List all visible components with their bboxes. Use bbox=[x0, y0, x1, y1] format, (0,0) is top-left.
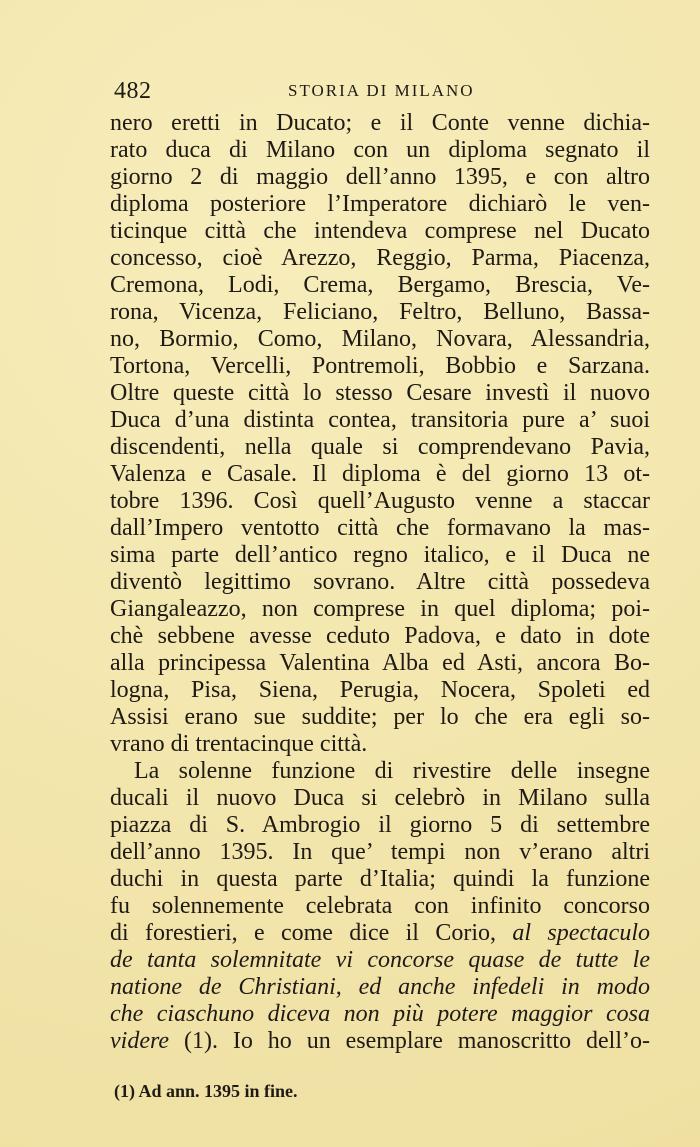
text-line: no, Bormio, Como, Milano, Novara, Alessandria, bbox=[110, 326, 650, 352]
text-line: Cremona, Lodi, Crema, Bergamo, Brescia, Ve- bbox=[110, 272, 650, 298]
text-line: rona, Vicenza, Feliciano, Feltro, Belluno, Bassa- bbox=[110, 299, 650, 325]
text-span: (1). Io ho un esemplare manoscritto dell’o- bbox=[169, 1028, 650, 1054]
text-line: dell’anno 1395. In que’ tempi non v’erano altri bbox=[110, 839, 650, 865]
italic-quote-line: che ciaschuno diceva non più potere maggior cosa bbox=[110, 1001, 650, 1027]
italic-quote-span: al spectaculo bbox=[512, 920, 650, 946]
text-line: dall’Impero ventotto città che formavano la mas- bbox=[110, 515, 650, 541]
text-line: logna, Pisa, Siena, Perugia, Nocera, Spoleti ed bbox=[110, 677, 650, 703]
text-line: Tortona, Vercelli, Pontremoli, Bobbio e Sarzana. bbox=[110, 353, 650, 379]
italic-quote-span: , ed anche infedeli in modo bbox=[335, 974, 650, 1000]
mixed-text-line bbox=[110, 974, 650, 1001]
text-line: fu solennemente celebrata con infinito concorso bbox=[110, 893, 650, 919]
text-line: alla principessa Valentina Alba ed Asti, ancora Bo- bbox=[110, 650, 650, 676]
italic-quote-line: de tanta solemnitate vi concorse quase de tutte le bbox=[110, 947, 650, 973]
text-line: ducali il nuovo Duca si celebrò in Milano sulla bbox=[110, 785, 650, 811]
text-line: rato duca di Milano con un diploma segnato il bbox=[110, 137, 650, 163]
text-line: Duca d’una distinta contea, transitoria pure a’ suoi bbox=[110, 407, 650, 433]
text-line: chè sebbene avesse ceduto Padova, e dato in dote bbox=[110, 623, 650, 649]
paragraph-start-line: La solenne funzione di rivestire delle insegne bbox=[134, 758, 650, 784]
page-header bbox=[114, 76, 652, 106]
text-line: piazza di S. Ambrogio il giorno 5 di settembre bbox=[110, 812, 650, 838]
page-number: 482 bbox=[114, 78, 152, 104]
text-line: Valenza e Casale. Il diploma è del giorno 13 ot- bbox=[110, 461, 650, 487]
text-line: diploma posteriore l’Imperatore dichiarò le ven- bbox=[110, 191, 650, 217]
text-line: ticinque città che intendeva comprese nel Ducato bbox=[110, 218, 650, 244]
mixed-text-line bbox=[110, 920, 650, 947]
text-line: Giangaleazzo, non comprese in quel diploma; poi- bbox=[110, 596, 650, 622]
text-line: sima parte dell’antico regno italico, e il Duca ne bbox=[110, 542, 650, 568]
text-line: duchi in questa parte d’Italia; quindi la funzione bbox=[110, 866, 650, 892]
text-line: giorno 2 di maggio dell’anno 1395, e con altro bbox=[110, 164, 650, 190]
italic-quote-span: natione de Christiani bbox=[110, 974, 336, 1000]
text-line: diventò legittimo sovrano. Altre città possedeva bbox=[110, 569, 650, 595]
text-line: nero eretti in Ducato; e il Conte venne dichia- bbox=[110, 110, 650, 136]
text-line: discendenti, nella quale si comprendevano Pavia, bbox=[110, 434, 650, 460]
footnote: (1) Ad ann. 1395 in fine. bbox=[114, 1081, 298, 1101]
text-line: Oltre queste città lo stesso Cesare investì il nuovo bbox=[110, 380, 650, 406]
paragraph-end-line: vrano di trentacinque città. bbox=[110, 731, 368, 757]
mixed-text-line bbox=[110, 1028, 650, 1055]
text-line: tobre 1396. Così quell’Augusto venne a staccar bbox=[110, 488, 650, 514]
text-span: di forestieri, e come dice il Corio, bbox=[110, 920, 496, 946]
text-line: Assisi erano sue suddite; per lo che era egli so- bbox=[110, 704, 650, 730]
italic-quote-span: videre bbox=[110, 1028, 170, 1054]
text-line: concesso, cioè Arezzo, Reggio, Parma, Piacenza, bbox=[110, 245, 650, 271]
main-text bbox=[110, 110, 650, 1055]
running-title: STORIA DI MILANO bbox=[288, 81, 475, 100]
